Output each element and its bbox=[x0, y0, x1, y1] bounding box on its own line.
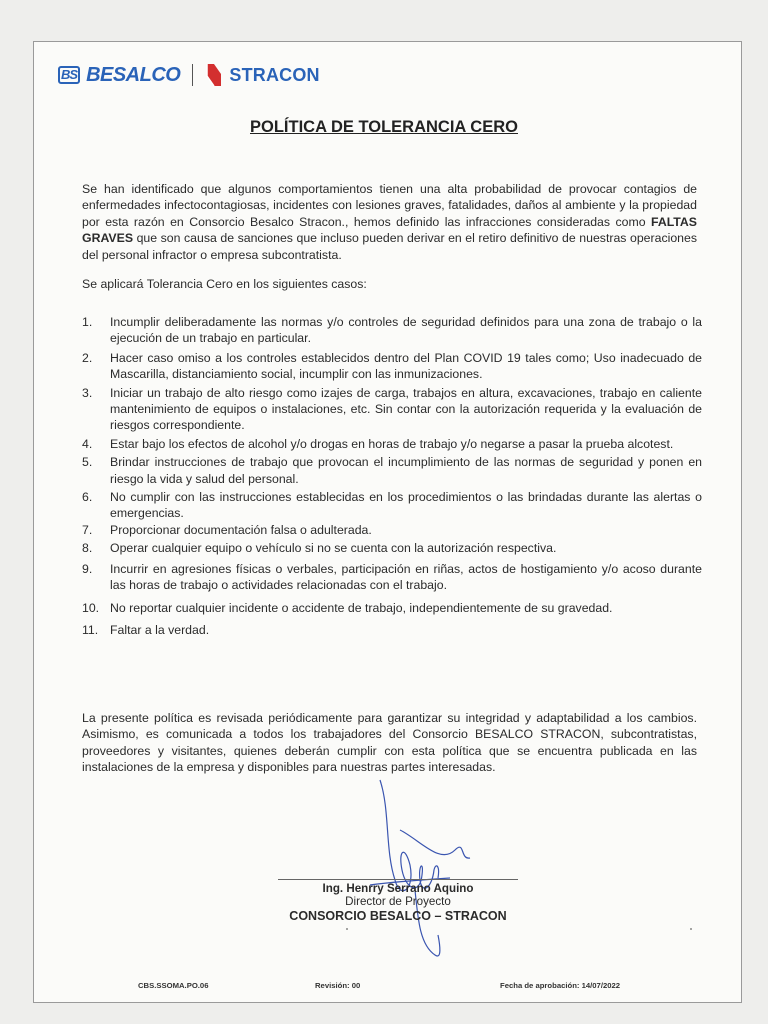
case-item bbox=[82, 314, 702, 347]
case-item bbox=[82, 454, 702, 487]
case-number: 4. bbox=[82, 436, 93, 451]
case-text: Faltar a la verdad. bbox=[110, 622, 210, 637]
handwritten-signature bbox=[360, 770, 510, 970]
cases-lead: Se aplicará Tolerancia Cero en los siguientes casos: bbox=[82, 277, 367, 291]
document-title: POLÍTICA DE TOLERANCIA CERO bbox=[250, 118, 518, 136]
case-item bbox=[82, 522, 702, 538]
logo-divider bbox=[192, 64, 193, 86]
case-number: 3. bbox=[82, 385, 93, 400]
case-number: 9. bbox=[82, 561, 93, 576]
case-number: 7. bbox=[82, 522, 93, 537]
case-text: Iniciar un trabajo de alto riesgo como izajes de carga, trabajos en altura, excavaciones, trabajo en caliente mantenimiento de equipos o instalaciones, etc. Sin contar con la autorización requerida y la evaluación de riesgos correspondiente. bbox=[110, 385, 702, 433]
approval-date: Fecha de aprobación: 14/07/2022 bbox=[500, 981, 621, 990]
case-text: Brindar instrucciones de trabajo que provocan el incumplimiento de las normas de seguridad y ponen en riesgo la vida y salud del personal. bbox=[110, 455, 702, 486]
case-number: 1. bbox=[82, 315, 93, 329]
case-item bbox=[82, 561, 702, 594]
intro-text-1: Se han identificado que algunos comportamientos tienen una alta probabilidad de provocar contagios de enfermedades infectocontagiosas, incidentes con lesiones graves, fatalidades, daños al ambiente y la propiedad por esta razón en Consorcio Besalco Stracon., hemos definido las infracciones consideradas como bbox=[82, 182, 697, 229]
case-number: 6. bbox=[82, 490, 93, 505]
case-item bbox=[82, 600, 702, 616]
case-item bbox=[82, 622, 702, 638]
revision-number: Revisión: 00 bbox=[315, 981, 361, 990]
signer-name: Ing. Henrry Serrano Aquino bbox=[322, 882, 474, 895]
case-item bbox=[82, 350, 702, 383]
scan-speck bbox=[346, 928, 348, 930]
case-text: No reportar cualquier incidente o accidente de trabajo, independientemente de su gravedad. bbox=[110, 600, 613, 615]
signature-line bbox=[278, 879, 518, 880]
stracon-logo-icon bbox=[205, 62, 223, 88]
scan-speck bbox=[690, 928, 692, 930]
case-item bbox=[82, 385, 702, 434]
intro-text-2: que son causa de sanciones que incluso pueden derivar en el retiro definitivo de nuestras operaciones del personal infractor o empresa subcontratista. bbox=[82, 231, 697, 262]
case-number: 10. bbox=[82, 600, 100, 615]
case-item bbox=[82, 489, 702, 522]
intro-paragraph bbox=[82, 181, 697, 263]
besalco-logo-text: BESALCO bbox=[86, 63, 181, 86]
case-item bbox=[82, 540, 702, 556]
case-number: 5. bbox=[82, 455, 93, 470]
case-text: Operar cualquier equipo o vehículo si no se cuenta con la autorización respectiva. bbox=[110, 541, 557, 556]
case-text: No cumplir con las instrucciones establecidas en los procedimientos o las brindadas durante las alertas o emergencias. bbox=[110, 490, 702, 521]
case-item bbox=[82, 436, 702, 452]
cases-list bbox=[82, 314, 702, 638]
signer-organization: CONSORCIO BESALCO – STRACON bbox=[289, 909, 507, 923]
case-text: Estar bajo los efectos de alcohol y/o drogas en horas de trabajo y/o negarse a pasar la prueba alcotest. bbox=[110, 436, 674, 451]
case-text: Hacer caso omiso a los controles establecidos dentro del Plan COVID 19 tales como; Uso inadecuado de Mascarilla, distanciamiento social, incumplir con las inmunizaciones. bbox=[110, 350, 702, 382]
case-number: 2. bbox=[82, 350, 93, 365]
company-logos bbox=[58, 62, 320, 88]
besalco-logo-mark: BS bbox=[58, 66, 80, 84]
case-text: Incumplir deliberadamente las normas y/o controles de seguridad definidos para una zona de trabajo o la ejecución de un trabajo en particular. bbox=[110, 315, 702, 346]
document-code: CBS.SSOMA.PO.06 bbox=[138, 981, 209, 990]
closing-paragraph: La presente política es revisada periódicamente para garantizar su integridad y adaptabilidad a los cambios. Asimismo, es comunicada a todos los trabajadores del Consorcio BESALCO STRACON, subcontratistas, proveedores y visitantes, quienes deberán cumplir con esta política que se encuentra publicada en las instalaciones de la empresa y disponibles para nuestras partes interesadas. bbox=[82, 711, 697, 775]
case-number: 8. bbox=[82, 541, 93, 556]
intro-emphasis: FALTAS GRAVES bbox=[82, 214, 697, 246]
stracon-logo-text: STRACON bbox=[229, 64, 320, 85]
case-number: 11. bbox=[82, 622, 99, 637]
case-text: Incurrir en agresiones físicas o verbales, participación en riñas, actos de hostigamiento y/o acoso durante las horas de trabajo o actividades relacionadas con el trabajo. bbox=[110, 561, 702, 593]
case-text: Proporcionar documentación falsa o adulterada. bbox=[110, 522, 372, 537]
signer-role: Director de Proyecto bbox=[345, 895, 451, 908]
